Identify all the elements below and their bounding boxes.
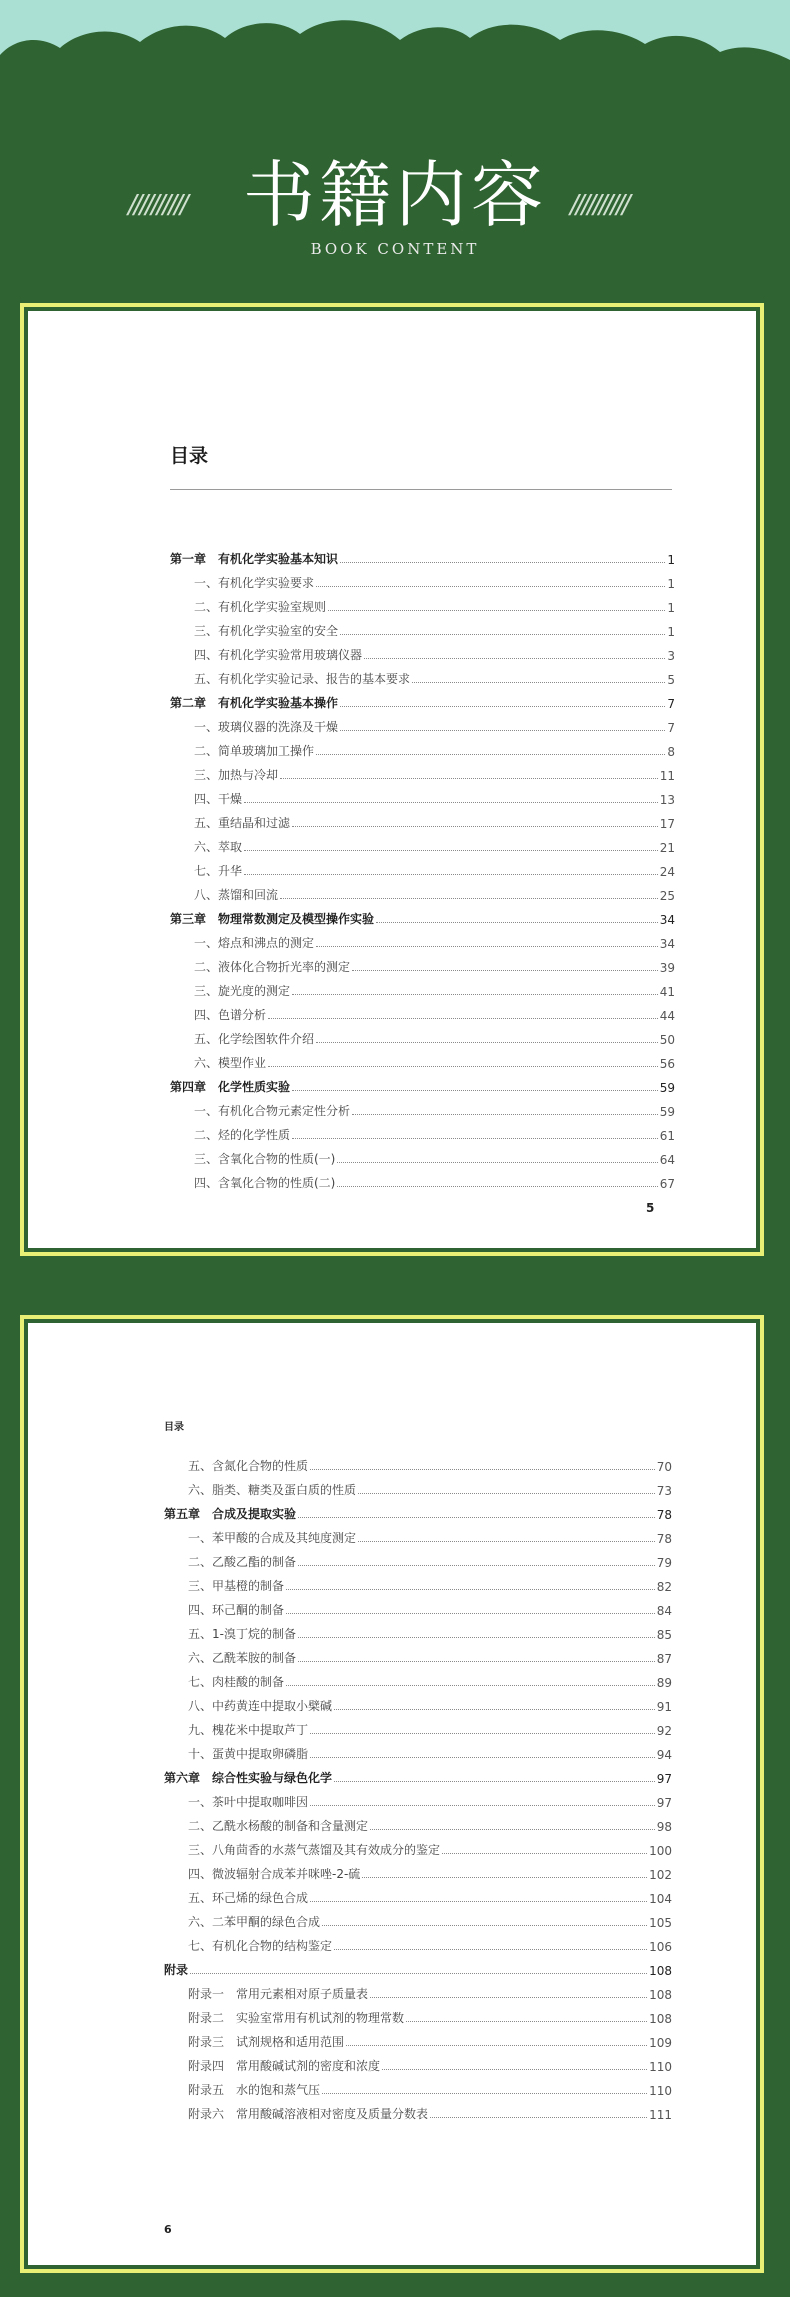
toc-leader-dots: [334, 1708, 655, 1710]
toc-leader-dots: [340, 633, 665, 635]
toc-section-row[interactable]: [164, 1546, 672, 1570]
toc-chapter-row[interactable]: [170, 1071, 675, 1095]
toc-entry-page: 79: [656, 1556, 672, 1570]
toc-leader-dots: [298, 1564, 655, 1566]
toc-entry-label: 第六章 综合性实验与绿色化学: [164, 1771, 333, 1785]
toc-leader-dots: [382, 2068, 647, 2070]
toc-section-row[interactable]: [164, 1570, 672, 1594]
toc-entry-label: 附录六 常用酸碱溶液相对密度及质量分数表: [188, 2107, 429, 2121]
toc-leader-dots: [430, 2116, 647, 2118]
toc-section-row[interactable]: [170, 1167, 675, 1191]
toc-leader-dots: [286, 1684, 655, 1686]
toc-entry-page: 59: [659, 1105, 675, 1119]
toc-entry-label: 二、乙酸乙酯的制备: [188, 1555, 297, 1569]
toc-leader-dots: [352, 1113, 658, 1115]
toc-chapter-row[interactable]: [164, 1762, 672, 1786]
toc-entry-page: 13: [659, 793, 675, 807]
toc-leader-dots: [292, 993, 658, 995]
toc-entry-page: 91: [656, 1700, 672, 1714]
toc-entry-label: 附录二 实验室常用有机试剂的物理常数: [188, 2011, 405, 2025]
toc-chapter-row[interactable]: [170, 687, 675, 711]
toc-entry-label: 三、八角茴香的水蒸气蒸馏及其有效成分的鉴定: [188, 1843, 441, 1857]
toc-entry-page: 39: [659, 961, 675, 975]
toc-leader-dots: [337, 1185, 657, 1187]
toc-section-row[interactable]: [170, 1143, 675, 1167]
toc-entry-label: 四、含氧化合物的性质(二): [194, 1176, 336, 1190]
toc-entry-page: 17: [659, 817, 675, 831]
toc-section-row[interactable]: [164, 1714, 672, 1738]
toc-leader-dots: [244, 873, 658, 875]
toc-leader-dots: [190, 1972, 647, 1974]
toc-entry-page: 97: [656, 1772, 672, 1786]
toc-entry-label: 七、有机化合物的结构鉴定: [188, 1939, 333, 1953]
toc-leader-dots: [310, 1468, 655, 1470]
toc-entry-page: 67: [659, 1177, 675, 1191]
toc-entry-page: 100: [649, 1844, 672, 1858]
toc-section-row[interactable]: [170, 1047, 675, 1071]
toc-entry-page: 84: [656, 1604, 672, 1618]
toc-entry-label: 九、槐花米中提取芦丁: [188, 1723, 309, 1737]
toc-heading: 目录: [170, 445, 209, 467]
toc-list: [170, 543, 675, 1191]
toc-entry-page: 21: [659, 841, 675, 855]
toc-entry-label: 八、中药黄连中提取小檗碱: [188, 1699, 333, 1713]
toc-entry-page: 50: [659, 1033, 675, 1047]
toc-leader-dots: [316, 753, 665, 755]
toc-entry-label: 第二章 有机化学实验基本操作: [170, 696, 339, 710]
toc-entry-page: 1: [667, 625, 675, 639]
toc-entry-label: 六、模型作业: [194, 1056, 267, 1070]
toc-entry-label: 八、蒸馏和回流: [194, 888, 279, 902]
toc-entry-page: 7: [667, 697, 675, 711]
toc-leader-dots: [316, 945, 658, 947]
toc-entry-label: 二、液体化合物折光率的测定: [194, 960, 351, 974]
toc-section-row[interactable]: [164, 1930, 672, 1954]
toc-leader-dots: [334, 1780, 655, 1782]
toc-page-2-frame: [20, 1315, 764, 2273]
toc-section-row[interactable]: [164, 1858, 672, 1882]
toc-section-row[interactable]: [170, 1095, 675, 1119]
toc-entry-page: 92: [656, 1724, 672, 1738]
toc-entry-page: 8: [667, 745, 675, 759]
toc-entry-label: 五、有机化学实验记录、报告的基本要求: [194, 672, 411, 686]
toc-leader-dots: [340, 705, 665, 707]
toc-entry-page: 97: [656, 1796, 672, 1810]
toc-page-1-frame: [20, 303, 764, 1256]
toc-entry-label: 第一章 有机化学实验基本知识: [170, 552, 339, 566]
toc-entry-label: 三、有机化学实验室的安全: [194, 624, 339, 638]
toc-leader-dots: [244, 849, 658, 851]
toc-section-row[interactable]: [170, 567, 675, 591]
toc-entry-page: 78: [656, 1532, 672, 1546]
toc-entry-page: 73: [656, 1484, 672, 1498]
toc-section-row[interactable]: [170, 1023, 675, 1047]
toc-entry-label: 三、旋光度的测定: [194, 984, 291, 998]
toc-leader-dots: [358, 1540, 655, 1542]
toc-section-row[interactable]: [164, 1834, 672, 1858]
toc-section-row[interactable]: [170, 975, 675, 999]
deco-slashes-left: //////////: [128, 190, 186, 220]
toc-section-row[interactable]: [164, 1738, 672, 1762]
toc-entry-label: 一、苯甲酸的合成及其纯度测定: [188, 1531, 357, 1545]
page-number: 6: [164, 2223, 172, 2236]
toc-entry-page: 110: [649, 2084, 672, 2098]
toc-chapter-row[interactable]: [170, 903, 675, 927]
toc-leader-dots: [346, 2044, 647, 2046]
toc-section-row[interactable]: [164, 1522, 672, 1546]
toc-section-row[interactable]: [170, 759, 675, 783]
toc-chapter-row[interactable]: [170, 543, 675, 567]
toc-entry-page: 108: [649, 2012, 672, 2026]
toc-entry-label: 四、有机化学实验常用玻璃仪器: [194, 648, 363, 662]
toc-entry-label: 一、有机化学实验要求: [194, 576, 315, 590]
toc-entry-page: 110: [649, 2060, 672, 2074]
toc-entry-label: 三、含氧化合物的性质(一): [194, 1152, 336, 1166]
toc-entry-label: 附录: [164, 1963, 189, 1977]
toc-entry-label: 四、色谱分析: [194, 1008, 267, 1022]
toc-entry-label: 一、熔点和沸点的测定: [194, 936, 315, 950]
toc-section-row[interactable]: [170, 927, 675, 951]
toc-leader-dots: [310, 1900, 647, 1902]
page-title: 书籍内容: [242, 153, 547, 237]
toc-section-row[interactable]: [164, 2002, 672, 2026]
toc-entry-label: 附录五 水的饱和蒸气压: [188, 2083, 321, 2097]
toc-entry-page: 5: [667, 673, 675, 687]
toc-running-heading: 目录: [164, 1422, 184, 1433]
toc-leader-dots: [364, 657, 665, 659]
toc-section-row[interactable]: [164, 1642, 672, 1666]
toc-entry-label: 四、干燥: [194, 792, 243, 806]
toc-entry-label: 五、重结晶和过滤: [194, 816, 291, 830]
toc-leader-dots: [316, 585, 665, 587]
toc-leader-dots: [268, 1065, 658, 1067]
toc-entry-label: 五、环己烯的绿色合成: [188, 1891, 309, 1905]
toc-leader-dots: [310, 1756, 655, 1758]
toc-leader-dots: [280, 897, 658, 899]
toc-entry-page: 34: [659, 913, 675, 927]
toc-entry-label: 七、肉桂酸的制备: [188, 1675, 285, 1689]
toc-entry-page: 106: [649, 1940, 672, 1954]
toc-entry-page: 111: [649, 2108, 672, 2122]
toc-entry-page: 108: [649, 1964, 672, 1978]
toc-section-row[interactable]: [170, 735, 675, 759]
toc-entry-label: 四、环己酮的制备: [188, 1603, 285, 1617]
toc-entry-page: 1: [667, 577, 675, 591]
toc-entry-label: 二、有机化学实验室规则: [194, 600, 327, 614]
toc-leader-dots: [244, 801, 658, 803]
toc-entry-page: 105: [649, 1916, 672, 1930]
toc-entry-label: 二、简单玻璃加工操作: [194, 744, 315, 758]
toc-section-row[interactable]: [164, 1690, 672, 1714]
toc-section-row[interactable]: [170, 615, 675, 639]
toc-section-row[interactable]: [164, 2098, 672, 2122]
toc-leader-dots: [352, 969, 658, 971]
toc-entry-page: 87: [656, 1652, 672, 1666]
toc-entry-page: 41: [659, 985, 675, 999]
toc-entry-label: 六、二苯甲酮的绿色合成: [188, 1915, 321, 1929]
toc-section-row[interactable]: [170, 591, 675, 615]
toc-entry-page: 11: [659, 769, 675, 783]
toc-entry-label: 附录四 常用酸碱试剂的密度和浓度: [188, 2059, 381, 2073]
toc-section-row[interactable]: [170, 879, 675, 903]
page-subtitle: BOOK CONTENT: [310, 240, 480, 258]
toc-section-row[interactable]: [170, 711, 675, 735]
toc-section-row[interactable]: [164, 2050, 672, 2074]
toc-section-row[interactable]: [170, 807, 675, 831]
toc-leader-dots: [442, 1852, 647, 1854]
toc-page-1: [28, 311, 756, 1248]
toc-leader-dots: [286, 1612, 655, 1614]
toc-entry-page: 3: [667, 649, 675, 663]
toc-entry-page: 70: [656, 1460, 672, 1474]
book-content-header: [0, 150, 790, 260]
toc-section-row[interactable]: [164, 1450, 672, 1474]
toc-entry-label: 六、乙酰苯胺的制备: [188, 1651, 297, 1665]
toc-leader-dots: [340, 729, 665, 731]
toc-entry-page: 98: [656, 1820, 672, 1834]
toc-entry-page: 89: [656, 1676, 672, 1690]
toc-leader-dots: [370, 1996, 647, 1998]
toc-entry-page: 82: [656, 1580, 672, 1594]
toc-leader-dots: [268, 1017, 658, 1019]
toc-section-row[interactable]: [170, 951, 675, 975]
toc-section-row[interactable]: [170, 639, 675, 663]
toc-entry-page: 78: [656, 1508, 672, 1522]
toc-section-row[interactable]: [170, 663, 675, 687]
toc-entry-label: 附录一 常用元素相对原子质量表: [188, 1987, 369, 2001]
toc-leader-dots: [337, 1161, 657, 1163]
toc-entry-page: 61: [659, 1129, 675, 1143]
toc-leader-dots: [340, 561, 665, 563]
toc-entry-page: 7: [667, 721, 675, 735]
toc-leader-dots: [286, 1588, 655, 1590]
toc-entry-page: 102: [649, 1868, 672, 1882]
toc-section-row[interactable]: [164, 1978, 672, 2002]
toc-leader-dots: [310, 1804, 655, 1806]
toc-leader-dots: [298, 1636, 655, 1638]
toc-entry-label: 一、茶叶中提取咖啡因: [188, 1795, 309, 1809]
toc-section-row[interactable]: [164, 2074, 672, 2098]
toc-section-row[interactable]: [164, 1618, 672, 1642]
toc-entry-label: 附录三 试剂规格和适用范围: [188, 2035, 345, 2049]
toc-entry-page: 24: [659, 865, 675, 879]
toc-entry-page: 109: [649, 2036, 672, 2050]
toc-divider: [170, 489, 672, 490]
toc-leader-dots: [298, 1516, 655, 1518]
toc-leader-dots: [310, 1732, 655, 1734]
toc-section-row[interactable]: [164, 2026, 672, 2050]
toc-entry-page: 108: [649, 1988, 672, 2002]
deco-slashes-right: //////////: [570, 190, 628, 220]
toc-leader-dots: [292, 1089, 658, 1091]
toc-entry-label: 第三章 物理常数测定及模型操作实验: [170, 912, 375, 926]
toc-section-row[interactable]: [170, 1119, 675, 1143]
toc-entry-label: 十、蛋黄中提取卵磷脂: [188, 1747, 309, 1761]
toc-entry-page: 1: [667, 553, 675, 567]
toc-entry-page: 64: [659, 1153, 675, 1167]
toc-leader-dots: [280, 777, 658, 779]
toc-leader-dots: [292, 825, 658, 827]
toc-entry-label: 三、加热与冷却: [194, 768, 279, 782]
page-number: 5: [646, 1201, 655, 1215]
toc-leader-dots: [316, 1041, 658, 1043]
toc-list: [164, 1450, 672, 2122]
toc-entry-label: 四、微波辐射合成苯并咪唑-2-硫: [188, 1867, 361, 1881]
toc-leader-dots: [370, 1828, 655, 1830]
toc-leader-dots: [412, 681, 665, 683]
toc-entry-page: 56: [659, 1057, 675, 1071]
toc-section-row[interactable]: [170, 783, 675, 807]
toc-section-row[interactable]: [170, 831, 675, 855]
toc-section-row[interactable]: [170, 999, 675, 1023]
toc-entry-page: 1: [667, 601, 675, 615]
toc-leader-dots: [362, 1876, 647, 1878]
toc-entry-page: 85: [656, 1628, 672, 1642]
toc-entry-label: 一、有机化合物元素定性分析: [194, 1104, 351, 1118]
toc-leader-dots: [358, 1492, 655, 1494]
toc-entry-label: 五、化学绘图软件介绍: [194, 1032, 315, 1046]
toc-entry-label: 一、玻璃仪器的洗涤及干燥: [194, 720, 339, 734]
toc-section-row[interactable]: [164, 1882, 672, 1906]
toc-leader-dots: [334, 1948, 647, 1950]
toc-section-row[interactable]: [164, 1474, 672, 1498]
toc-entry-page: 25: [659, 889, 675, 903]
toc-section-row[interactable]: [170, 855, 675, 879]
toc-leader-dots: [298, 1660, 655, 1662]
toc-entry-label: 六、脂类、糖类及蛋白质的性质: [188, 1483, 357, 1497]
toc-entry-label: 第四章 化学性质实验: [170, 1080, 291, 1094]
toc-chapter-row[interactable]: [164, 1954, 672, 1978]
toc-section-row[interactable]: [164, 1594, 672, 1618]
toc-section-row[interactable]: [164, 1786, 672, 1810]
toc-entry-label: 二、烃的化学性质: [194, 1128, 291, 1142]
toc-leader-dots: [322, 2092, 647, 2094]
toc-entry-label: 六、萃取: [194, 840, 243, 854]
toc-leader-dots: [322, 1924, 647, 1926]
toc-leader-dots: [292, 1137, 658, 1139]
toc-entry-label: 五、含氮化合物的性质: [188, 1459, 309, 1473]
toc-section-row[interactable]: [164, 1666, 672, 1690]
toc-entry-label: 七、升华: [194, 864, 243, 878]
toc-entry-page: 44: [659, 1009, 675, 1023]
toc-leader-dots: [376, 921, 658, 923]
toc-entry-page: 94: [656, 1748, 672, 1762]
toc-leader-dots: [328, 609, 665, 611]
toc-page-2: [28, 1323, 756, 2265]
toc-chapter-row[interactable]: [164, 1498, 672, 1522]
toc-entry-label: 五、1-溴丁烷的制备: [188, 1627, 296, 1641]
toc-entry-label: 三、甲基橙的制备: [188, 1579, 285, 1593]
toc-entry-page: 104: [649, 1892, 672, 1906]
toc-entry-label: 二、乙酰水杨酸的制备和含量测定: [188, 1819, 369, 1833]
sky-banner: [0, 0, 790, 110]
toc-entry-page: 34: [659, 937, 675, 951]
toc-entry-page: 59: [659, 1081, 675, 1095]
toc-entry-label: 第五章 合成及提取实验: [164, 1507, 297, 1521]
toc-section-row[interactable]: [164, 1810, 672, 1834]
toc-section-row[interactable]: [164, 1906, 672, 1930]
toc-leader-dots: [406, 2020, 647, 2022]
